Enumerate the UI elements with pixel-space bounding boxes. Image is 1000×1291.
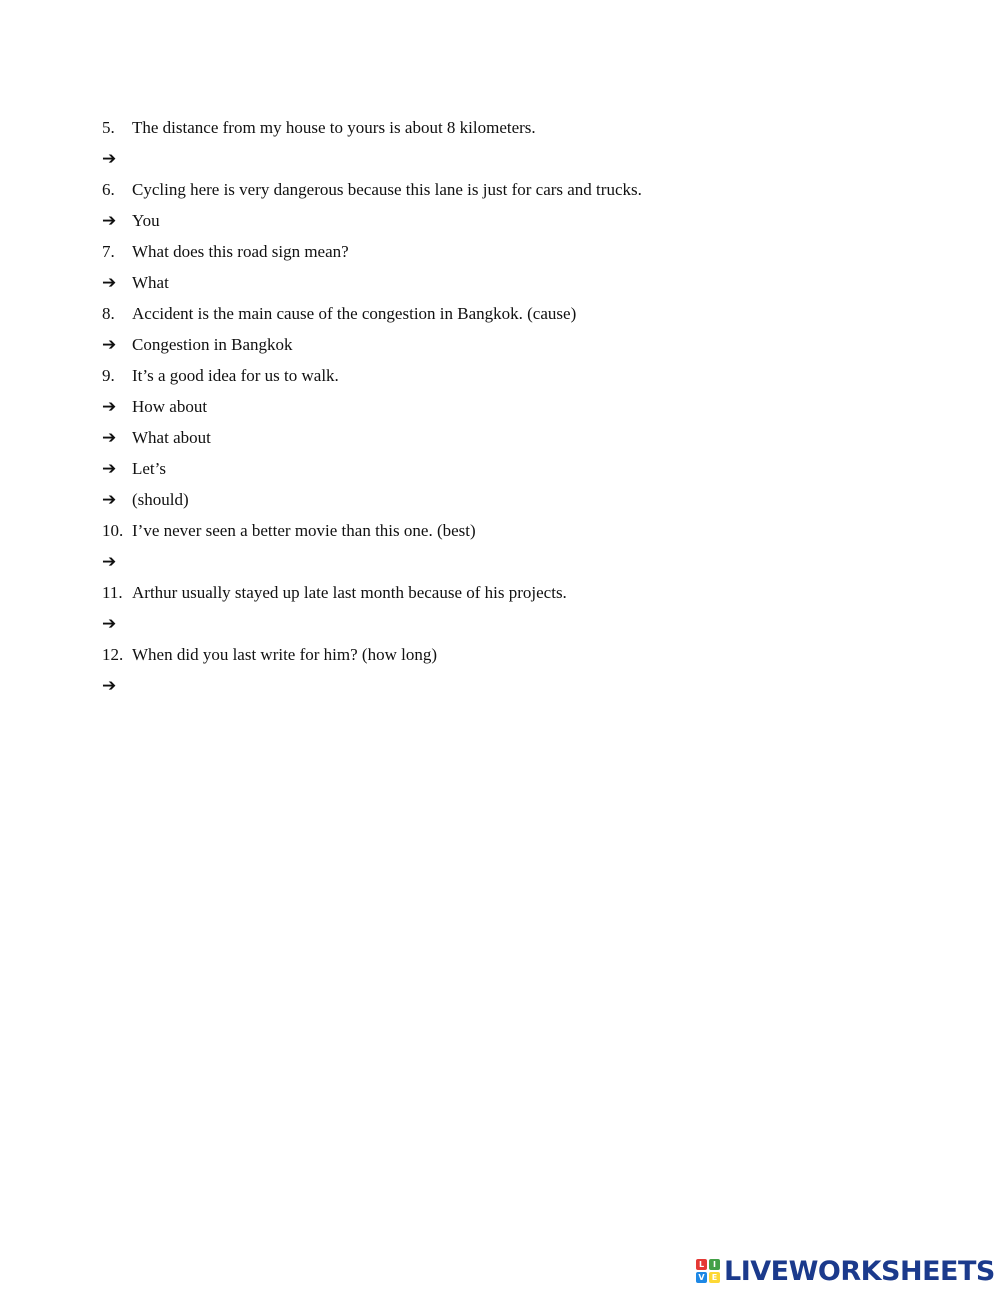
arrow-icon: ➔ — [102, 273, 117, 293]
question-number: 12. — [102, 645, 124, 664]
logo-tile: V — [696, 1272, 707, 1283]
question-number: 9. — [102, 366, 115, 385]
question-text: Arthur usually stayed up late last month because of his projects. — [132, 583, 567, 602]
question-text: It’s a good idea for us to walk. — [132, 366, 339, 385]
logo-icon — [696, 1259, 720, 1283]
arrow-icon: ➔ — [102, 490, 117, 510]
question-number: 7. — [102, 242, 115, 261]
question-number: 11. — [102, 583, 123, 602]
question-number: 8. — [102, 304, 115, 323]
answer-line — [102, 271, 169, 295]
answer-prompt: You — [132, 211, 160, 230]
answer-prompt: Let’s — [132, 459, 166, 478]
answer-line — [102, 457, 166, 481]
question-line — [102, 519, 476, 543]
question-text: The distance from my house to yours is about 8 kilometers. — [132, 118, 536, 137]
answer-line — [102, 612, 132, 636]
answer-prompt: How about — [132, 397, 208, 416]
question-number: 10. — [102, 521, 124, 540]
question-line — [102, 178, 642, 202]
question-text: I’ve never seen a better movie than this one. (best) — [132, 521, 476, 540]
answer-line — [102, 209, 160, 233]
question-text: Accident is the main cause of the congestion in Bangkok. (cause) — [132, 304, 577, 323]
question-line — [102, 116, 536, 140]
liveworksheets-logo — [696, 1256, 995, 1286]
answer-line — [102, 488, 189, 512]
answer-line — [102, 147, 132, 171]
answer-line — [102, 426, 211, 450]
question-text: What does this road sign mean? — [132, 242, 349, 261]
arrow-icon: ➔ — [102, 149, 117, 169]
arrow-icon: ➔ — [102, 428, 117, 448]
answer-prompt: What about — [132, 428, 211, 447]
logo-tile: L — [696, 1259, 707, 1270]
question-number: 5. — [102, 118, 115, 137]
answer-line — [102, 395, 207, 419]
answer-prompt: What — [132, 273, 169, 292]
logo-tile: E — [709, 1272, 720, 1283]
question-line — [102, 581, 567, 605]
question-line — [102, 240, 349, 264]
question-line — [102, 643, 437, 667]
arrow-icon: ➔ — [102, 676, 117, 696]
arrow-icon: ➔ — [102, 614, 117, 634]
question-text: When did you last write for him? (how long) — [132, 645, 437, 664]
arrow-icon: ➔ — [102, 552, 117, 572]
logo-tile: I — [709, 1259, 720, 1270]
answer-line — [102, 674, 132, 698]
arrow-icon: ➔ — [102, 397, 117, 417]
question-number: 6. — [102, 180, 115, 199]
answer-prompt: (should) — [132, 490, 189, 509]
arrow-icon: ➔ — [102, 335, 117, 355]
question-line — [102, 302, 576, 326]
logo-text: LIVEWORKSHEETS — [724, 1255, 995, 1287]
question-text: Cycling here is very dangerous because this lane is just for cars and trucks. — [132, 180, 642, 199]
arrow-icon: ➔ — [102, 211, 117, 231]
arrow-icon: ➔ — [102, 459, 117, 479]
answer-prompt: Congestion in Bangkok — [132, 335, 293, 354]
answer-line — [102, 333, 293, 357]
answer-line — [102, 550, 132, 574]
question-line — [102, 364, 339, 388]
